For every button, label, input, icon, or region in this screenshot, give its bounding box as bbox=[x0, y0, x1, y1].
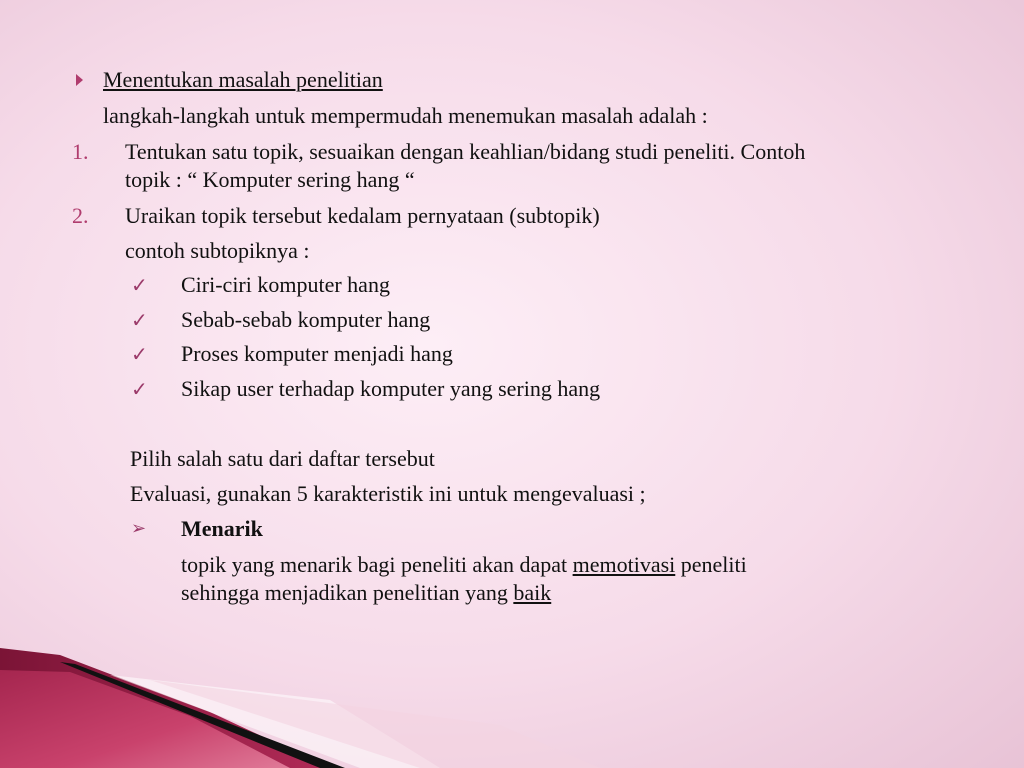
checkmark-icon: ✓ bbox=[131, 377, 148, 401]
subtopic-item: Proses komputer menjadi hang bbox=[181, 341, 453, 366]
hollow-arrow-bullet-icon: ➢ bbox=[131, 518, 147, 539]
subtopic-item: Ciri-ciri komputer hang bbox=[181, 272, 390, 297]
checkmark-icon: ✓ bbox=[131, 308, 148, 332]
criterion-desc-text: peneliti bbox=[675, 552, 747, 577]
subtopic-intro: contoh subtopiknya : bbox=[125, 238, 310, 263]
intro-text: langkah-langkah untuk mempermudah menemukan masalah adalah : bbox=[103, 103, 708, 128]
arrow-bullet-icon bbox=[76, 74, 83, 86]
step-2-line-1: Uraikan topik tersebut kedalam pernyataan (subtopik) bbox=[125, 203, 600, 228]
step-1-line-2: topik : “ Komputer sering hang “ bbox=[125, 167, 415, 192]
criterion-desc-text: topik yang menarik bagi peneliti akan dapat bbox=[181, 552, 573, 577]
checkmark-icon: ✓ bbox=[131, 273, 148, 297]
choose-text: Pilih salah satu dari daftar tersebut bbox=[130, 446, 435, 471]
step-number-1: 1. bbox=[72, 139, 89, 164]
step-number-2: 2. bbox=[72, 203, 89, 228]
section-heading: Menentukan masalah penelitian bbox=[103, 67, 383, 92]
step-1-line-1: Tentukan satu topik, sesuaikan dengan keahlian/bidang studi peneliti. Contoh bbox=[125, 139, 806, 164]
subtopic-item: Sikap user terhadap komputer yang sering hang bbox=[181, 376, 601, 401]
criterion-keyword-baik: baik bbox=[513, 580, 552, 605]
criterion-keyword-motivasi: memotivasi bbox=[572, 552, 676, 577]
checkmark-icon: ✓ bbox=[131, 342, 148, 366]
criterion-description-line-2 bbox=[181, 579, 551, 607]
criterion-title: Menarik bbox=[181, 516, 263, 541]
criterion-desc-text: sehingga menjadikan penelitian yang bbox=[181, 580, 514, 605]
criterion-description-line-1 bbox=[181, 551, 747, 579]
subtopic-item: Sebab-sebab komputer hang bbox=[181, 307, 431, 332]
evaluate-text: Evaluasi, gunakan 5 karakteristik ini untuk mengevaluasi ; bbox=[130, 481, 646, 506]
